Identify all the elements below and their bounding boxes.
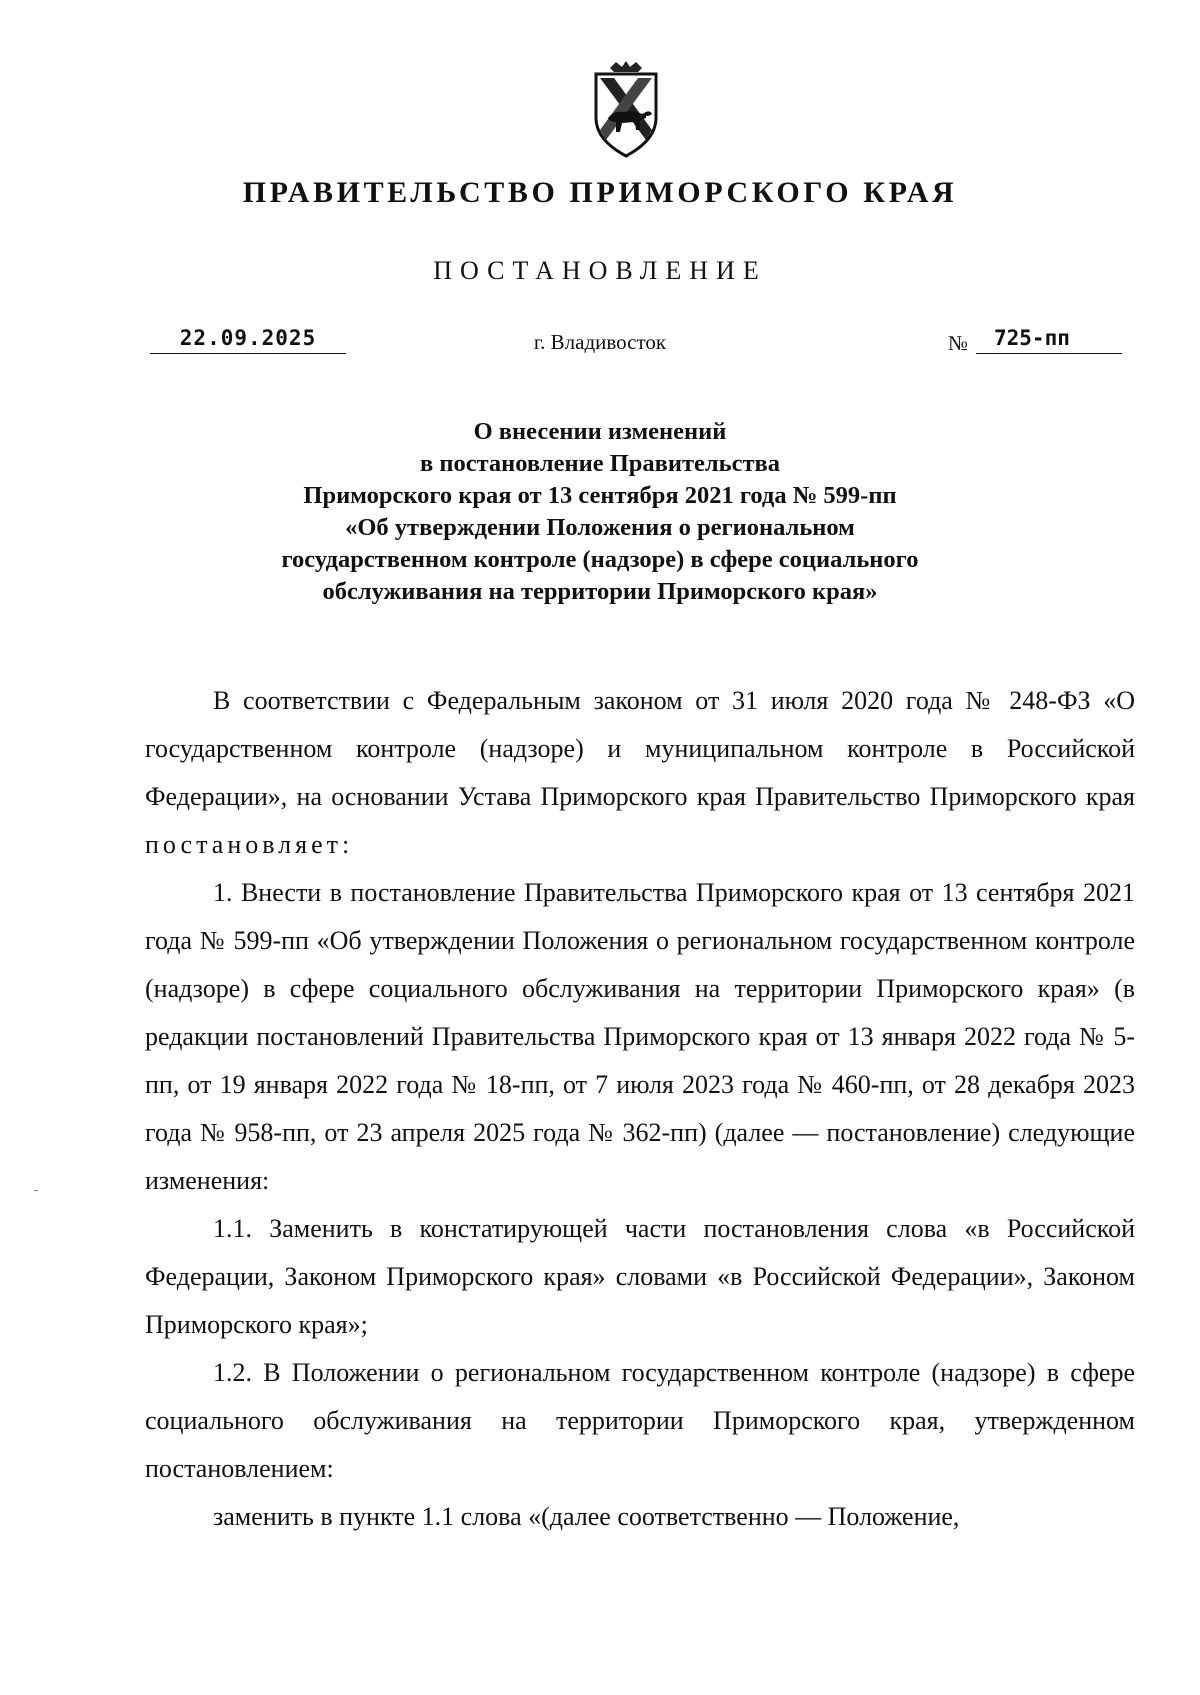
number-sign: №: [948, 331, 969, 355]
document-body: [145, 677, 1135, 1541]
document-heading: [150, 416, 1050, 608]
heading-line: Приморского края от 13 сентября 2021 года № 599-пп: [303, 482, 897, 509]
document-date: 22.09.2025: [179, 326, 317, 350]
resolves-word: постановляет:: [145, 830, 354, 859]
paragraph-preamble: [145, 677, 1135, 869]
government-title: ПРАВИТЕЛЬСТВО ПРИМОРСКОГО КРАЯ: [242, 176, 958, 209]
paragraph-item-1-2: 1.2. В Положении о региональном государственном контроле (надзоре) в сфере социального обслуживания на территории Приморского края, утвержденном постановлением:: [145, 1358, 1135, 1483]
document-type: ПОСТАНОВЛЕНИЕ: [433, 256, 767, 285]
heading-line: «Об утверждении Положения о региональном: [345, 514, 855, 541]
heading-line: О внесении изменений: [473, 418, 727, 445]
heading-line: государственном контроле (надзоре) в сфере социального: [281, 546, 919, 573]
coat-of-arms-icon: [588, 60, 664, 160]
heading-line: обслуживания на территории Приморского края»: [322, 578, 878, 605]
preamble-text: В соответствии с Федеральным законом от 31 июля 2020 года № 248-ФЗ «О государственном контроле (надзоре) и муниципальном контроле в Российской Федерации», на основании Устава Приморского края Правительство Приморского края: [145, 686, 1135, 811]
scan-mark: [34, 1190, 38, 1191]
paragraph-item-1-1: 1.1. Заменить в констатирующей части постановления слова «в Российской Федерации, Законом Приморского края» словами «в Российской Федерации», Законом Приморского края»;: [145, 1214, 1135, 1339]
number-underline: [976, 353, 1122, 354]
heading-line: в постановление Правительства: [420, 450, 780, 477]
document-number: 725-пп: [994, 326, 1070, 350]
document-city: г. Владивосток: [533, 330, 667, 354]
paragraph-item-1: 1. Внести в постановление Правительства Приморского края от 13 сентября 2021 года № 599-пп «Об утверждении Положения о региональном государственном контроле (надзоре) в сфере социального обслуживания на территории Приморского края» (в редакции постановлений Правительства Приморского края от 13 января 2022 года № 5-пп, от 19 января 2022 года № 18-пп, от 7 июля 2023 года № 460-пп, от 28 декабря 2023 года № 958-пп, от 23 апреля 2025 года № 362-пп) (далее — постановление) следующие изменения:: [145, 878, 1135, 1195]
paragraph-replace-clause: заменить в пункте 1.1 слова «(далее соответственно — Положение,: [213, 1502, 960, 1531]
